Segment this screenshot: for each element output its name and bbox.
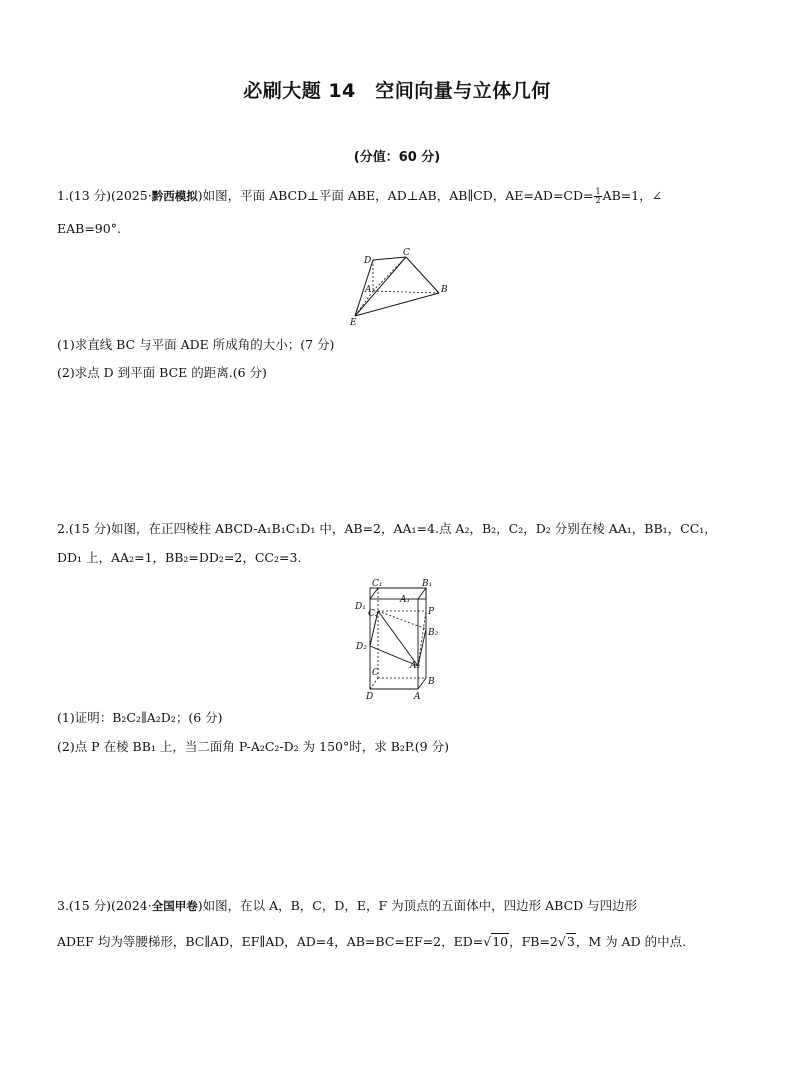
q3-stem-line1 <box>57 897 754 915</box>
q3-line2-b: ，FB=2 <box>509 934 558 949</box>
q3-number: 3.(15 分)(2024· <box>57 898 152 913</box>
fig2-label: D <box>366 692 374 702</box>
q1-fraction: $\frac{1}{2}$ <box>595 187 601 205</box>
fig2-label: P <box>428 607 435 617</box>
score-label: (分值：60 分) <box>353 150 441 165</box>
fig2-label: C <box>372 668 379 678</box>
fig2-label: A₂ <box>410 661 421 671</box>
q3-sqrt-10: 10 <box>492 934 509 949</box>
page-title: 必刷大题 14 空间向量与立体几何 <box>243 80 551 102</box>
q3-source: 全国甲卷 <box>151 899 198 913</box>
fig2-label: A <box>414 692 421 702</box>
q1-stem-b: AB=1，∠ <box>602 188 663 203</box>
fig1-label: D <box>364 256 372 266</box>
fig1-label: C <box>403 248 410 258</box>
q2-figure <box>352 574 452 702</box>
fig2-label: D₂ <box>356 642 367 652</box>
q2-stem-line1: 2.(15 分)如图，在正四棱柱 ABCD-A₁B₁C₁D₁ 中，AB=2，AA₁=4.点 A₂，B₂，C₂，D₂ 分别在棱 AA₁，BB₁，CC₁， <box>57 521 717 536</box>
q1-part1: (1)求直线 BC 与平面 ADE 所成角的大小；(7 分) <box>57 337 335 352</box>
q1-stem-a: )如图，平面 ABCD⊥平面 ABE，AD⊥AB，AB∥CD，AE=AD=CD= <box>197 188 594 203</box>
fig2-label: B <box>428 677 435 687</box>
fig1-label: A <box>365 285 372 295</box>
q1-stem-line2: EAB=90°. <box>57 221 121 236</box>
fig2-label: D₁ <box>355 602 366 612</box>
fig2-label: C₁ <box>372 579 383 589</box>
fig1-label: B <box>441 285 448 295</box>
q3-stem-line2: ADEF 均为等腰梯形，BC∥AD，EF∥AD，AD=4，AB=BC=EF=2，ED=√10，FB=2√3，M 为 AD 的中点. <box>57 934 687 949</box>
q1-figure <box>340 248 460 328</box>
fig1-hidden-edge <box>373 291 439 293</box>
fig2-label: B₁ <box>422 579 433 589</box>
q2-stem-line2: DD₁ 上，AA₂=1，BB₂=DD₂=2，CC₂=3. <box>57 550 302 565</box>
fig1-edge <box>355 257 406 316</box>
fig2-label: B₂ <box>428 628 439 638</box>
fig2-label: A₁ <box>400 595 411 605</box>
q1-source: 黔西模拟 <box>151 189 198 203</box>
fig1-edge <box>355 293 439 316</box>
fig1-edge <box>373 257 406 260</box>
fig1-hidden-edge <box>373 257 406 291</box>
q2-part1: (1)证明：B₂C₂∥A₂D₂；(6 分) <box>57 710 223 725</box>
q3-line2-a: ADEF 均为等腰梯形，BC∥AD，EF∥AD，AD=4，AB=BC=EF=2，ED= <box>57 934 484 949</box>
q3-sqrt-3: 3 <box>566 934 575 949</box>
fig1-label: E <box>350 318 357 328</box>
q1-number: 1.(13 分)(2025· <box>57 188 152 203</box>
q1-stem-line1 <box>57 187 754 205</box>
fig1-edge <box>406 257 439 293</box>
q3-stem-a: )如图，在以 A，B，C，D，E，F 为顶点的五面体中，四边形 ABCD 与四边形 <box>197 898 638 913</box>
q3-line2-c: ，M 为 AD 的中点. <box>575 934 687 949</box>
q2-part2: (2)点 P 在棱 BB₁ 上，当二面角 P-A₂C₂-D₂ 为 150°时，求 B₂P.(9 分) <box>57 739 449 754</box>
q1-part2: (2)求点 D 到平面 BCE 的距离.(6 分) <box>57 365 267 380</box>
fig2-label: C₂ <box>368 609 379 619</box>
